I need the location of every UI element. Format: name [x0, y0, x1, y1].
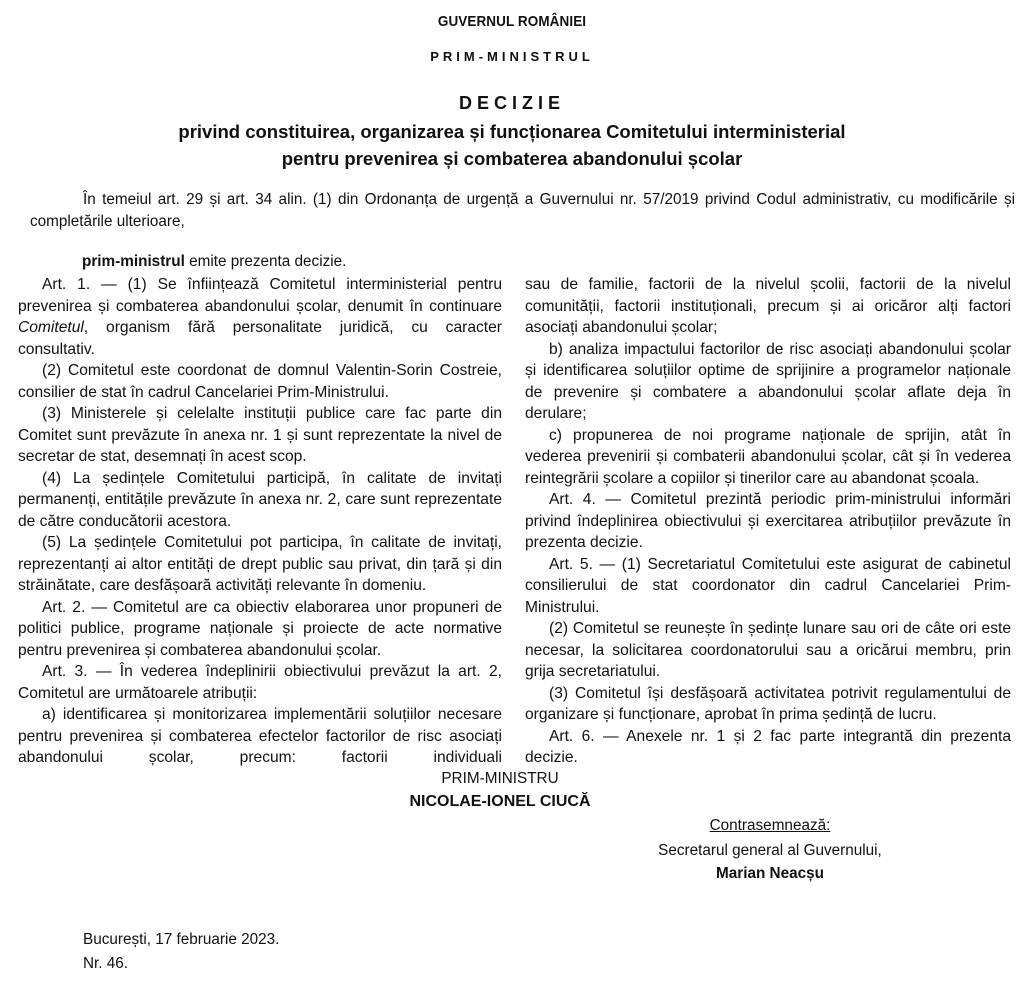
art5-para3: (3) Comitetul își desfășoară activitatea potrivit regulamentului de organizare și funcționare, aprobat în prima ședință de lucru. [525, 684, 1011, 723]
title-line-2: pentru prevenirea și combaterea abandonului școlar [281, 148, 743, 169]
place-and-date: București, 17 februarie 2023. [83, 931, 280, 948]
pm-signature-title: PRIM-MINISTRU [441, 770, 559, 787]
issuer-rest: emite prezenta decizie. [184, 253, 347, 270]
art1-para1 [18, 274, 502, 360]
right-column [525, 274, 1011, 769]
decision-number: Nr. 46. [83, 955, 129, 972]
countersign-role: Secretarul general al Guvernului, [658, 842, 882, 859]
legal-basis: În temeiul art. 29 și art. 34 alin. (1) din Ordonanța de urgență a Guvernului nr. 57/2019 privind Codul administrativ, cu modificările și completările ulterioare, [30, 191, 1015, 230]
art1-para1-text: Art. 1. — (1) Se înființează Comitetul interministerial pentru prevenirea și combaterea abandonului școlar, denumit în continuare [18, 276, 502, 315]
art1-para2: (2) Comitetul este coordonat de domnul Valentin-Sorin Costreie, consilier de stat în cadrul Cancelariei Prim-Ministrului. [18, 362, 502, 401]
art1-para4: (4) La ședințele Comitetului participă, în calitate de invitați permanenți, entitățile prevăzute în anexa nr. 2, care sunt reprezentate de către conducătorii acestora. [18, 469, 502, 530]
countersign-label: Contrasemnează: [709, 817, 831, 834]
government-heading: GUVERNUL ROMÂNIEI [437, 13, 587, 30]
art5-para1: Art. 5. — (1) Secretariatul Comitetului este asigurat de cabinetul consilierului de stat coordonator din cadrul Cancelariei Prim-Ministrului. [525, 555, 1011, 616]
pm-signature-name: NICOLAE-IONEL CIUCĂ [409, 793, 591, 810]
art3-intro: Art. 3. — În vederea îndeplinirii obiectivului prevăzut la art. 2, Comitetul are următoarele atribuții: [18, 663, 502, 702]
title-line-1: privind constituirea, organizarea și funcționarea Comitetului interministerial [178, 121, 846, 142]
issuer-statement [82, 251, 982, 273]
issuer-bold: prim-ministrul [82, 253, 185, 270]
art5-para2: (2) Comitetul se reunește în ședințe lunare sau ori de câte ori este necesar, la solicitarea coordonatorului sau a oricărui membru, prin grija secretariatului. [525, 620, 1011, 680]
issuer-heading: PRIM-MINISTRUL [430, 49, 594, 64]
art2: Art. 2. — Comitetul are ca obiectiv elaborarea unor propuneri de politici publice, programe naționale și proiecte de acte normative pentru prevenirea și combaterea abandonului școlar. [18, 598, 502, 659]
art3-c: c) propunerea de noi programe naționale de sprijin, atât în vederea prevenirii și combaterii abandonului școlar, cât și în vederea reintegrării școlare a copiilor și tinerilor care au abandonat școala. [525, 426, 1011, 487]
art6: Art. 6. — Anexele nr. 1 și 2 fac parte integrantă din prezenta decizie. [525, 727, 1011, 766]
art1-para3: (3) Ministerele și celelalte instituții publice care fac parte din Comitet sunt prevăzute în anexa nr. 1 și sunt reprezentate la nivel de secretar de stat, desemnați în acest scop. [18, 405, 502, 465]
art1-para1-text-end: , organism fără personalitate juridică, cu caracter consultativ. [18, 319, 502, 358]
art3-a-start: a) identificarea și monitorizarea implementării soluțiilor necesare pentru prevenirea și combaterea efectelor factorilor de risc asociați abandonului școlar, precum: factorii individuali [18, 706, 502, 766]
art3-b: b) analiza impactului factorilor de risc asociați abandonului școlar și identificarea soluțiilor optime de sprijinire a programelor naționale de prevenire și combatere a abandonului școlar aflate deja în derulare; [525, 340, 1011, 422]
document-type: DECIZIE [458, 93, 565, 113]
art4: Art. 4. — Comitetul prezintă periodic prim-ministrului informări privind îndeplinirea obiectivului și exercitarea atribuțiilor prevăzute în prezenta decizie. [525, 491, 1011, 551]
art1-para5: (5) La ședințele Comitetului pot participa, în calitate de invitați, reprezentanți ai altor entități de drept public sau privat, din țară și din străinătate, care desfășoară activități relevante în domeniu. [18, 534, 502, 594]
art1-comitetul-italic: Comitetul [18, 319, 84, 336]
countersign-name: Marian Neacșu [716, 865, 824, 882]
art3-a-end: sau de familie, factorii de la nivelul școlii, factorii de la nivelul comunității, factorii instituționali, precum și ai oricăror alți factori asociați abandonului școlar; [525, 276, 1011, 336]
left-column [18, 274, 502, 769]
document-title [0, 118, 1024, 172]
